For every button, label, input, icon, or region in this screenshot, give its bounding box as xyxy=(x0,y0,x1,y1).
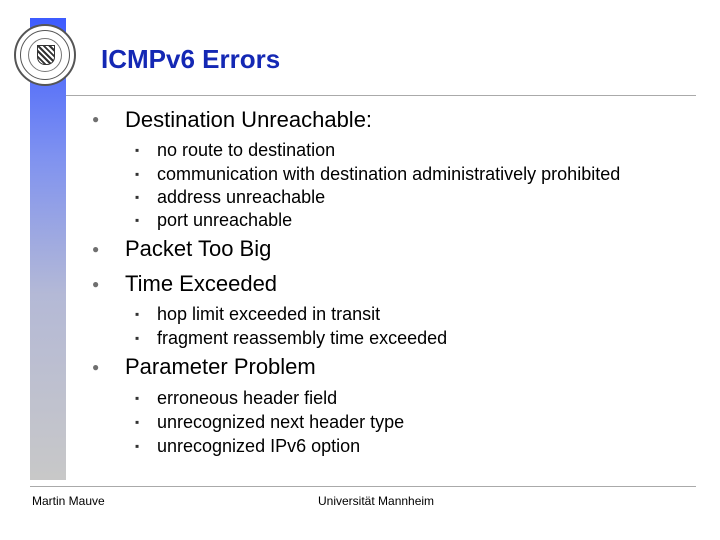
subitem-hop-limit: hop limit exceeded in transit xyxy=(157,304,381,324)
footer-institution: Universität Mannheim xyxy=(318,494,435,508)
square-bullet-icon: ▪ xyxy=(135,143,140,157)
square-bullet-icon: ▪ xyxy=(135,391,140,405)
title-divider xyxy=(66,95,696,96)
round-bullet-icon: ● xyxy=(92,277,100,291)
subitem-admin-prohibited: communication with destination administratively prohibited xyxy=(157,164,621,184)
university-seal-icon xyxy=(14,24,76,86)
round-bullet-icon: ● xyxy=(92,242,100,256)
square-bullet-icon: ▪ xyxy=(135,213,140,227)
subitem-port-unreachable: port unreachable xyxy=(157,210,293,230)
footer-author: Martin Mauve xyxy=(32,494,105,508)
round-bullet-icon: ● xyxy=(92,360,100,374)
seal-shield-icon xyxy=(37,45,55,65)
subitem-unrecognized-next-header: unrecognized next header type xyxy=(157,412,405,432)
footer-divider xyxy=(30,486,696,487)
square-bullet-icon: ▪ xyxy=(135,167,140,181)
subitem-unrecognized-option: unrecognized IPv6 option xyxy=(157,436,361,456)
bullet-destination-unreachable: Destination Unreachable: xyxy=(125,107,373,132)
slide-title: ICMPv6 Errors xyxy=(101,44,281,74)
bullet-parameter-problem: Parameter Problem xyxy=(125,354,316,379)
square-bullet-icon: ▪ xyxy=(135,307,140,321)
subitem-erroneous-header: erroneous header field xyxy=(157,388,338,408)
square-bullet-icon: ▪ xyxy=(135,331,140,345)
bullet-packet-too-big: Packet Too Big xyxy=(125,236,272,261)
bullet-time-exceeded: Time Exceeded xyxy=(125,271,278,296)
square-bullet-icon: ▪ xyxy=(135,190,140,204)
round-bullet-icon: ● xyxy=(92,112,100,126)
subitem-address-unreachable: address unreachable xyxy=(157,187,326,207)
side-accent-bar xyxy=(30,18,66,480)
square-bullet-icon: ▪ xyxy=(135,439,140,453)
subitem-no-route: no route to destination xyxy=(157,140,336,160)
square-bullet-icon: ▪ xyxy=(135,415,140,429)
subitem-fragment-reassembly: fragment reassembly time exceeded xyxy=(157,328,448,348)
